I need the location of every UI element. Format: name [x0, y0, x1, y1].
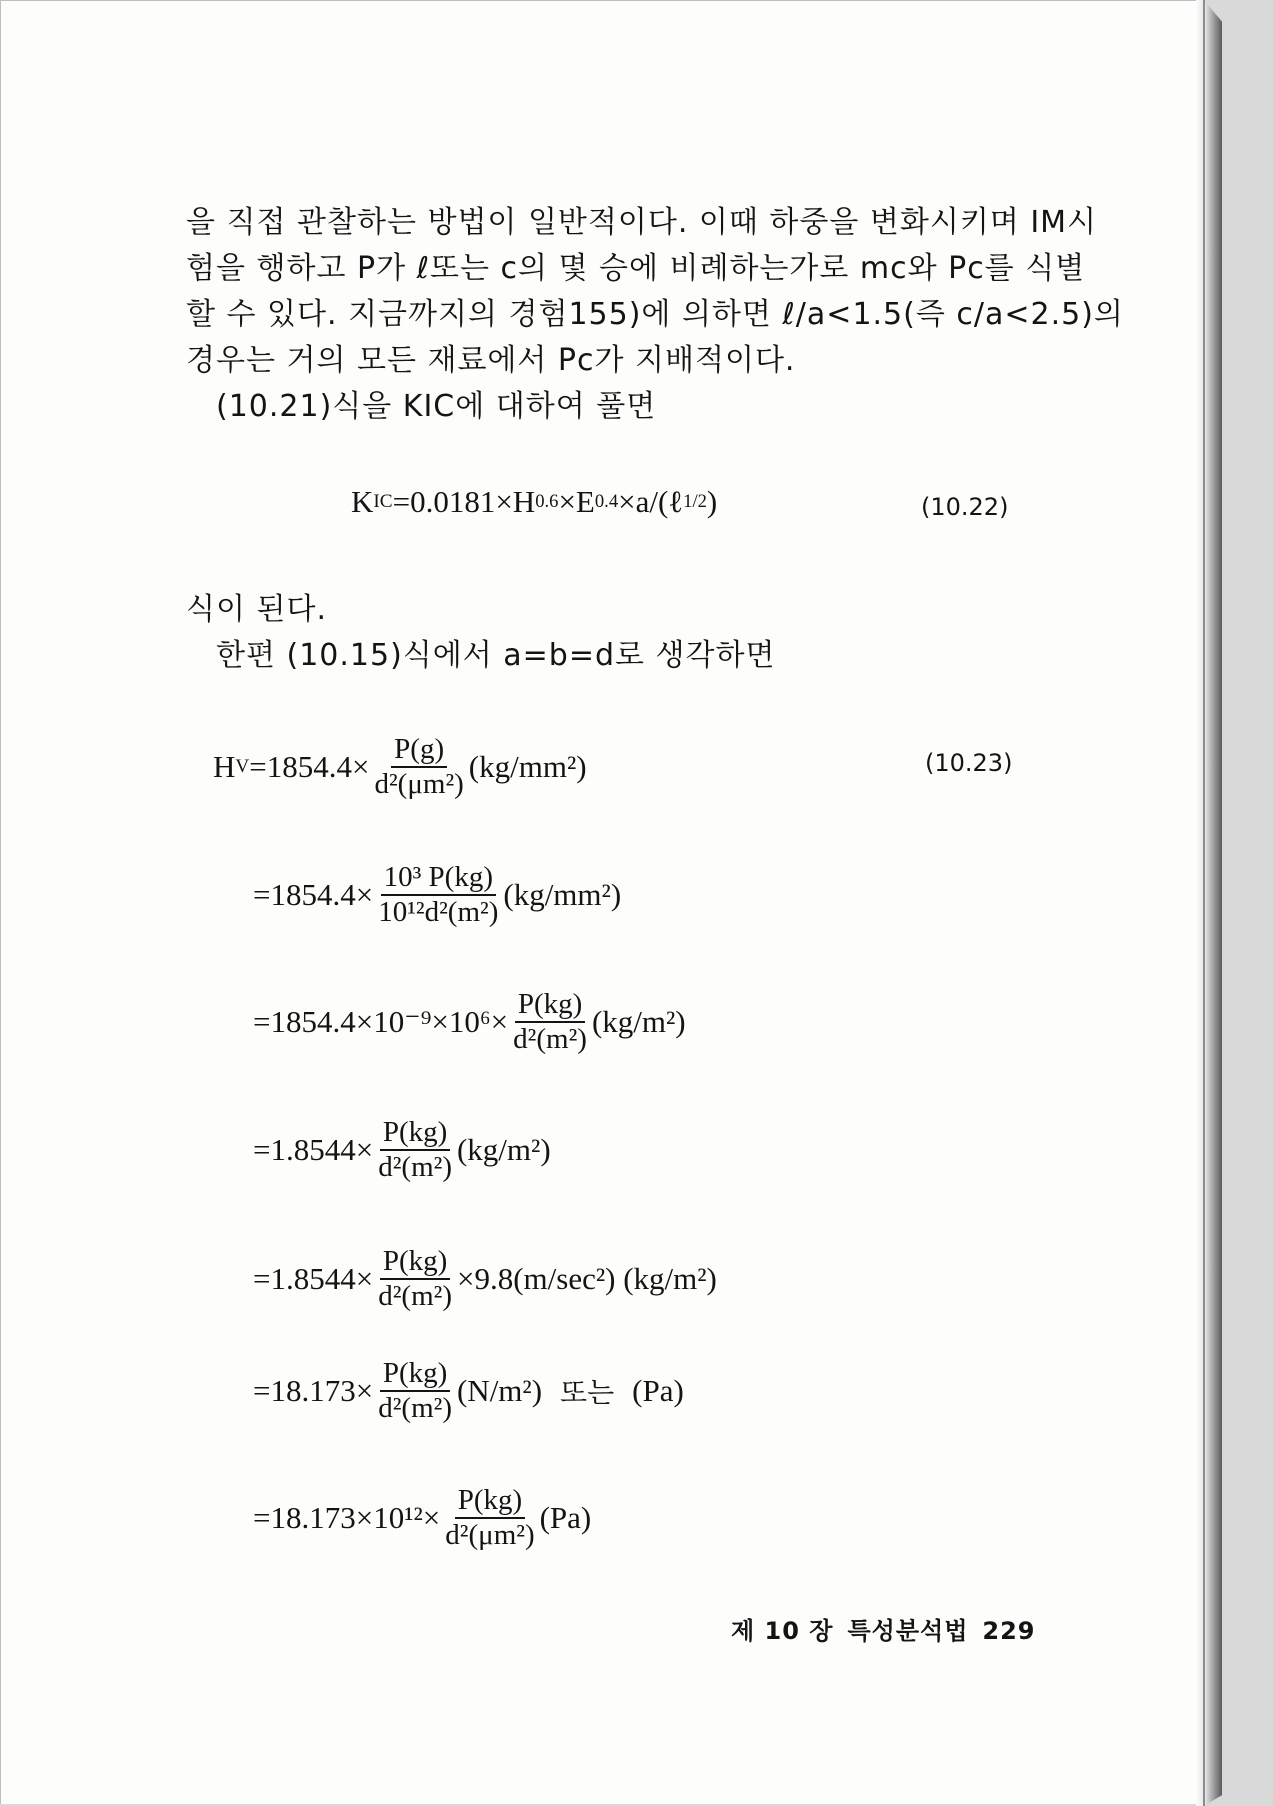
eq-prefix: =1.8544×: [253, 1131, 374, 1167]
equation-10-23-line-5: [253, 1246, 717, 1312]
equation-10-23-line-4: [253, 1117, 551, 1183]
chapter-title: 특성분석법: [847, 1617, 969, 1645]
numerator: P(kg): [380, 1246, 450, 1280]
denominator: d²(m²): [513, 1023, 587, 1056]
eq-prefix: =18.173×: [253, 1372, 374, 1408]
equation-10-22: K IC =0.0181×H 0.6 ×E 0.4 ×a/(ℓ 1/2 ): [351, 484, 718, 519]
numerator: P(kg): [380, 1117, 450, 1151]
eq-unit: (kg/m²): [456, 1131, 551, 1167]
page-footer: [731, 1611, 1036, 1646]
eq-term: ×E: [558, 484, 595, 519]
chapter-label: 제 10 장: [731, 1617, 834, 1645]
fraction: [510, 989, 590, 1055]
eq-lhs: K: [351, 484, 374, 519]
equation-number: (10.22): [921, 493, 1009, 521]
equation-10-23-line-6: [253, 1358, 684, 1424]
eq-prefix: =1854.4×: [253, 876, 374, 912]
eq-lhs: H: [213, 748, 236, 784]
fraction: [375, 1117, 455, 1183]
denominator: 10¹²d²(m²): [378, 896, 499, 929]
text-line: 을 직접 관찰하는 방법이 일반적이다. 이때 하중을 변화시키며 IM시: [186, 205, 1098, 240]
eq-unit: (kg/mm²): [468, 748, 587, 784]
text-line: 식이 된다.: [186, 592, 327, 627]
text-line: 험을 행하고 P가 ℓ또는 c의 몇 승에 비례하는가로 mc와 Pc를 식별: [186, 251, 1086, 286]
denominator: d²(m²): [378, 1280, 452, 1313]
numerator: P(kg): [515, 989, 585, 1023]
eq-term: ): [706, 484, 718, 519]
fraction: [375, 1358, 455, 1424]
equation-10-23-line-7: [253, 1485, 591, 1551]
text-line: 할 수 있다. 지금까지의 경험155)에 의하면 ℓ/a<1.5(즉 c/a<2.5)의: [186, 297, 1124, 332]
eq-prefix: =1.8544×: [253, 1260, 374, 1296]
fraction: [375, 862, 501, 928]
denominator: d²(m²): [378, 1151, 452, 1184]
denominator: d²(μm²): [374, 768, 464, 801]
eq-unit: (kg/m²): [591, 1003, 686, 1039]
page-edge-shadow: [1196, 0, 1222, 1806]
numerator: P(g): [391, 734, 447, 768]
text-line: (10.21)식을 KIC에 대하여 풀면: [216, 389, 657, 424]
numerator: 10³ P(kg): [381, 862, 496, 896]
page-number: 229: [982, 1617, 1036, 1645]
denominator: d²(μm²): [445, 1519, 535, 1552]
eq-prefix: =18.173×10¹²×: [253, 1499, 441, 1535]
numerator: P(kg): [380, 1358, 450, 1392]
equation-10-23-line-1: H V =1854.4× $\frac{P(g)}{\text{d²(μm²)}}$ (kg/mm²): [213, 733, 587, 801]
fraction: [371, 734, 466, 800]
equation-10-23-line-3: [253, 989, 686, 1055]
eq-term: =0.0181×H: [392, 484, 536, 519]
text-line: 한편 (10.15)식에서 a=b=d로 생각하면: [216, 638, 776, 673]
text-line: 경우는 거의 모든 재료에서 Pc가 지배적이다.: [186, 343, 796, 378]
eq-unit: (Pa): [539, 1499, 592, 1535]
page-edge-line: [1203, 0, 1205, 1806]
eq-unit: (N/m²): [456, 1372, 543, 1408]
numerator: P(kg): [455, 1485, 525, 1519]
or-text: 또는: [560, 1375, 615, 1409]
denominator: d²(m²): [378, 1392, 452, 1425]
eq-alt-unit: (Pa): [632, 1372, 684, 1408]
eq-prefix: =1854.4×10⁻⁹×10⁶×: [253, 1003, 509, 1039]
fraction: [442, 1485, 537, 1551]
eq-unit: (kg/mm²): [503, 876, 622, 912]
equation-number: (10.23): [925, 749, 1013, 777]
eq-prefix: =1854.4×: [249, 748, 370, 784]
equation-10-23-line-2: [253, 862, 621, 928]
eq-unit: ×9.8(m/sec²) (kg/m²): [456, 1260, 717, 1296]
eq-term: ×a/(ℓ: [618, 484, 684, 519]
fraction: [375, 1246, 455, 1312]
